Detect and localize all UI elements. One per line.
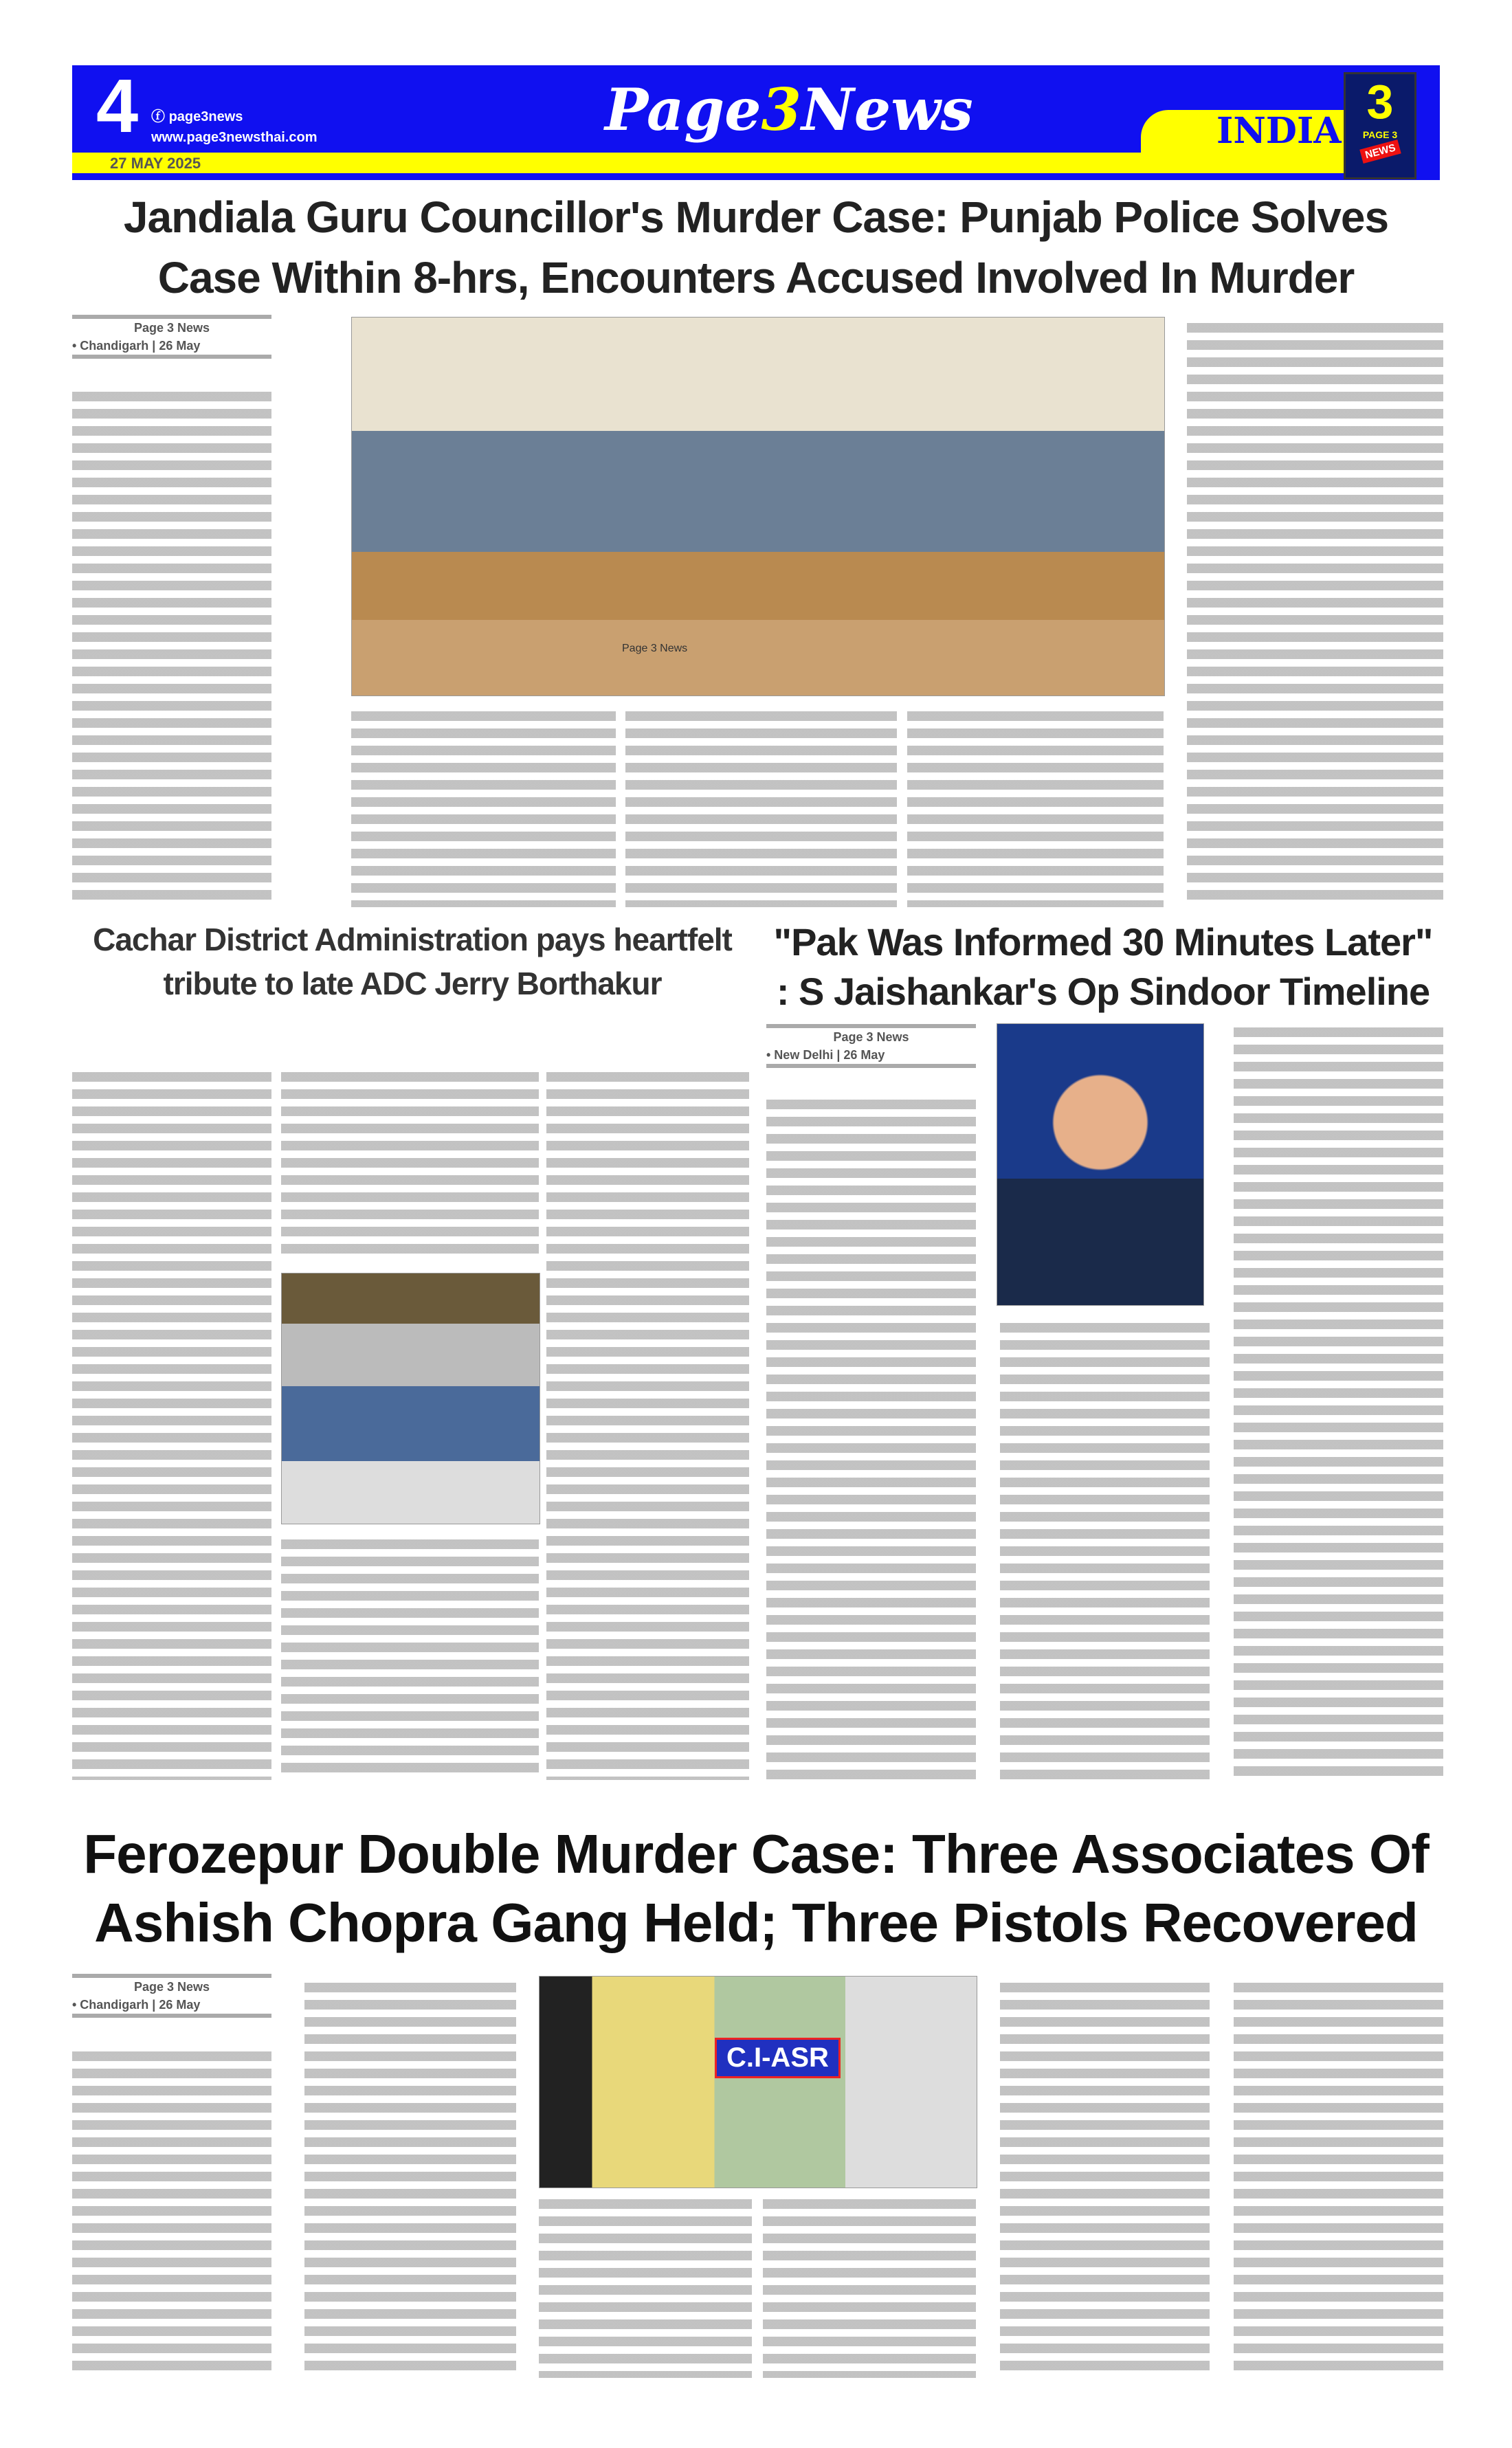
story4-column-3 — [539, 2199, 752, 2378]
story1-headline: Jandiala Guru Councillor's Murder Case: Punjab Police Solves Case Within 8-hrs, Encounters Accused Involved In Murder — [123, 192, 1389, 302]
edition-label: INDIA — [1216, 110, 1342, 152]
story3-byline: Page 3 News • New Delhi | 26 May — [766, 1024, 976, 1068]
issue-date: 27 MAY 2025 — [110, 155, 201, 172]
website-link[interactable]: www.page3newsthai.com — [151, 130, 318, 145]
story2-column-2 — [281, 1539, 539, 1780]
story2-column-1 — [281, 1072, 539, 1258]
story4-headline: Ferozepur Double Murder Case: Three Associates Of Ashish Chopra Gang Held; Three Pistols Recovered — [83, 1823, 1429, 1953]
story1-police-photo — [351, 317, 1165, 696]
social-links — [151, 107, 318, 148]
story1-byline: Page 3 News • Chandigarh | 26 May — [72, 315, 271, 359]
story1-photo-caption: Page 3 News — [622, 643, 688, 654]
story3-column-3 — [1234, 1027, 1443, 1780]
story3-column-1 — [766, 1100, 976, 1780]
story4-column-5 — [1000, 1983, 1210, 2378]
masthead-strip — [72, 153, 1144, 173]
story4-column-4 — [763, 2199, 976, 2378]
story4-byline: Page 3 News • Chandigarh | 26 May — [72, 1974, 271, 2018]
story4-column-6 — [1234, 1983, 1443, 2378]
story2-headline: Cachar District Administration pays heartfelt tribute to late ADC Jerry Borthakur — [72, 917, 753, 1005]
story2-column-3 — [546, 1072, 749, 1780]
story4-seized-items-photo — [539, 1976, 977, 2188]
story4-photo-label: C.I-ASR — [715, 2038, 841, 2078]
masthead-rule — [72, 173, 1440, 180]
story3-headline: "Pak Was Informed 30 Minutes Later" : S Jaishankar's Op Sindoor Timeline — [773, 920, 1433, 1013]
story2-meeting-photo — [281, 1273, 540, 1524]
story3-jaishankar-photo — [997, 1023, 1204, 1306]
story1-column-4 — [907, 711, 1164, 907]
story1-column-5 — [1187, 323, 1443, 907]
story1-column-1 — [72, 392, 271, 907]
page-number: 4 — [96, 64, 139, 148]
story4-column-1 — [72, 2051, 271, 2378]
story1-column-1-continued — [72, 1072, 271, 1780]
story4-column-2 — [304, 1983, 516, 2378]
story1-column-2 — [351, 711, 616, 907]
brand-badge: 3 PAGE 3 NEWS — [1344, 72, 1416, 179]
story3-column-2 — [1000, 1323, 1210, 1780]
newspaper-logo: Page3News — [605, 76, 973, 144]
story1-column-3 — [625, 711, 897, 907]
facebook-icon: ⓕ — [151, 109, 169, 124]
facebook-handle: page3news — [168, 109, 243, 124]
